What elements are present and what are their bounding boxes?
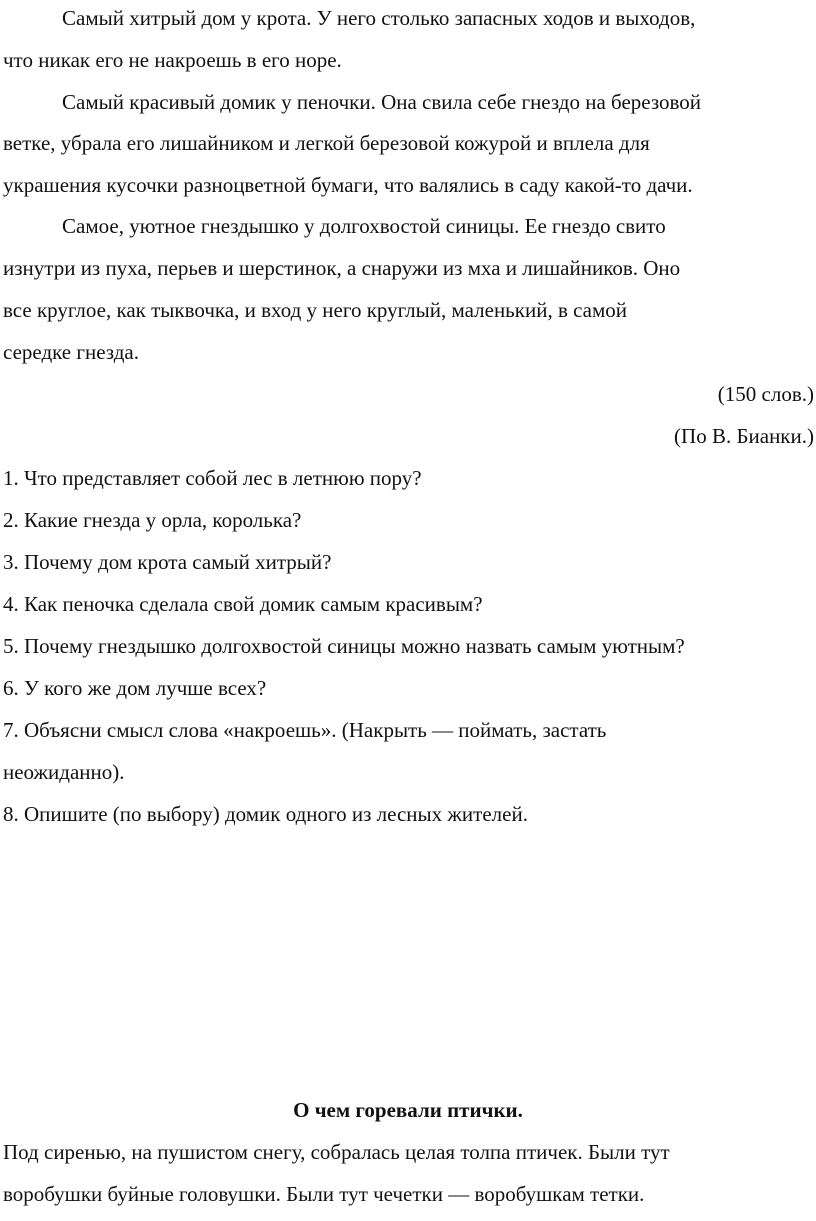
question-item: 7. Объясни смысл слова «накроешь». (Накрыть — поймать, застать bbox=[3, 718, 607, 742]
paragraph-line: Самое, уютное гнездышко у долгохвостой синицы. Ее гнездо свито bbox=[62, 214, 666, 238]
question-item: 4. Как пеночка сделала свой домик самым красивым? bbox=[3, 592, 483, 616]
paragraph-line: середке гнезда. bbox=[3, 340, 139, 364]
section-title: О чем горевали птички. bbox=[293, 1098, 523, 1122]
paragraph-line: украшения кусочки разноцветной бумаги, что валялись в саду какой-то дачи. bbox=[3, 173, 693, 197]
paragraph-line: Самый красивый домик у пеночки. Она свила себе гнездо на березовой bbox=[62, 90, 702, 114]
paragraph-line: что никак его не накроешь в его норе. bbox=[3, 48, 342, 72]
question-item: 8. Опишите (по выбору) домик одного из лесных жителей. bbox=[3, 802, 528, 826]
attribution: (По В. Бианки.) bbox=[674, 424, 814, 448]
question-item: 5. Почему гнездышко долгохвостой синицы можно назвать самым уютным? bbox=[3, 634, 685, 658]
question-item: 6. У кого же дом лучше всех? bbox=[3, 676, 267, 700]
question-item: 2. Какие гнезда у орла, королька? bbox=[3, 508, 302, 532]
question-item-continued: неожиданно). bbox=[3, 760, 125, 784]
paragraph-line: все круглое, как тыквочка, и вход у него круглый, маленький, в самой bbox=[3, 298, 628, 322]
paragraph-line: ветке, убрала его лишайником и легкой березовой кожурой и вплела для bbox=[3, 131, 650, 155]
paragraph-line: Самый хитрый дом у крота. У него столько запасных ходов и выходов, bbox=[62, 6, 696, 30]
question-item: 3. Почему дом крота самый хитрый? bbox=[3, 550, 332, 574]
question-item: 1. Что представляет собой лес в летнюю пору? bbox=[3, 466, 422, 490]
paragraph-line: изнутри из пуха, перьев и шерстинок, а снаружи из мха и лишайников. Оно bbox=[3, 256, 681, 280]
paragraph-line: Под сиренью, на пушистом снегу, собралась целая толпа птичек. Были тут bbox=[3, 1140, 670, 1164]
paragraph-line: воробушки буйные головушки. Были тут чечетки — воробушкам тетки. bbox=[3, 1182, 645, 1206]
word-count: (150 слов.) bbox=[717, 382, 814, 406]
